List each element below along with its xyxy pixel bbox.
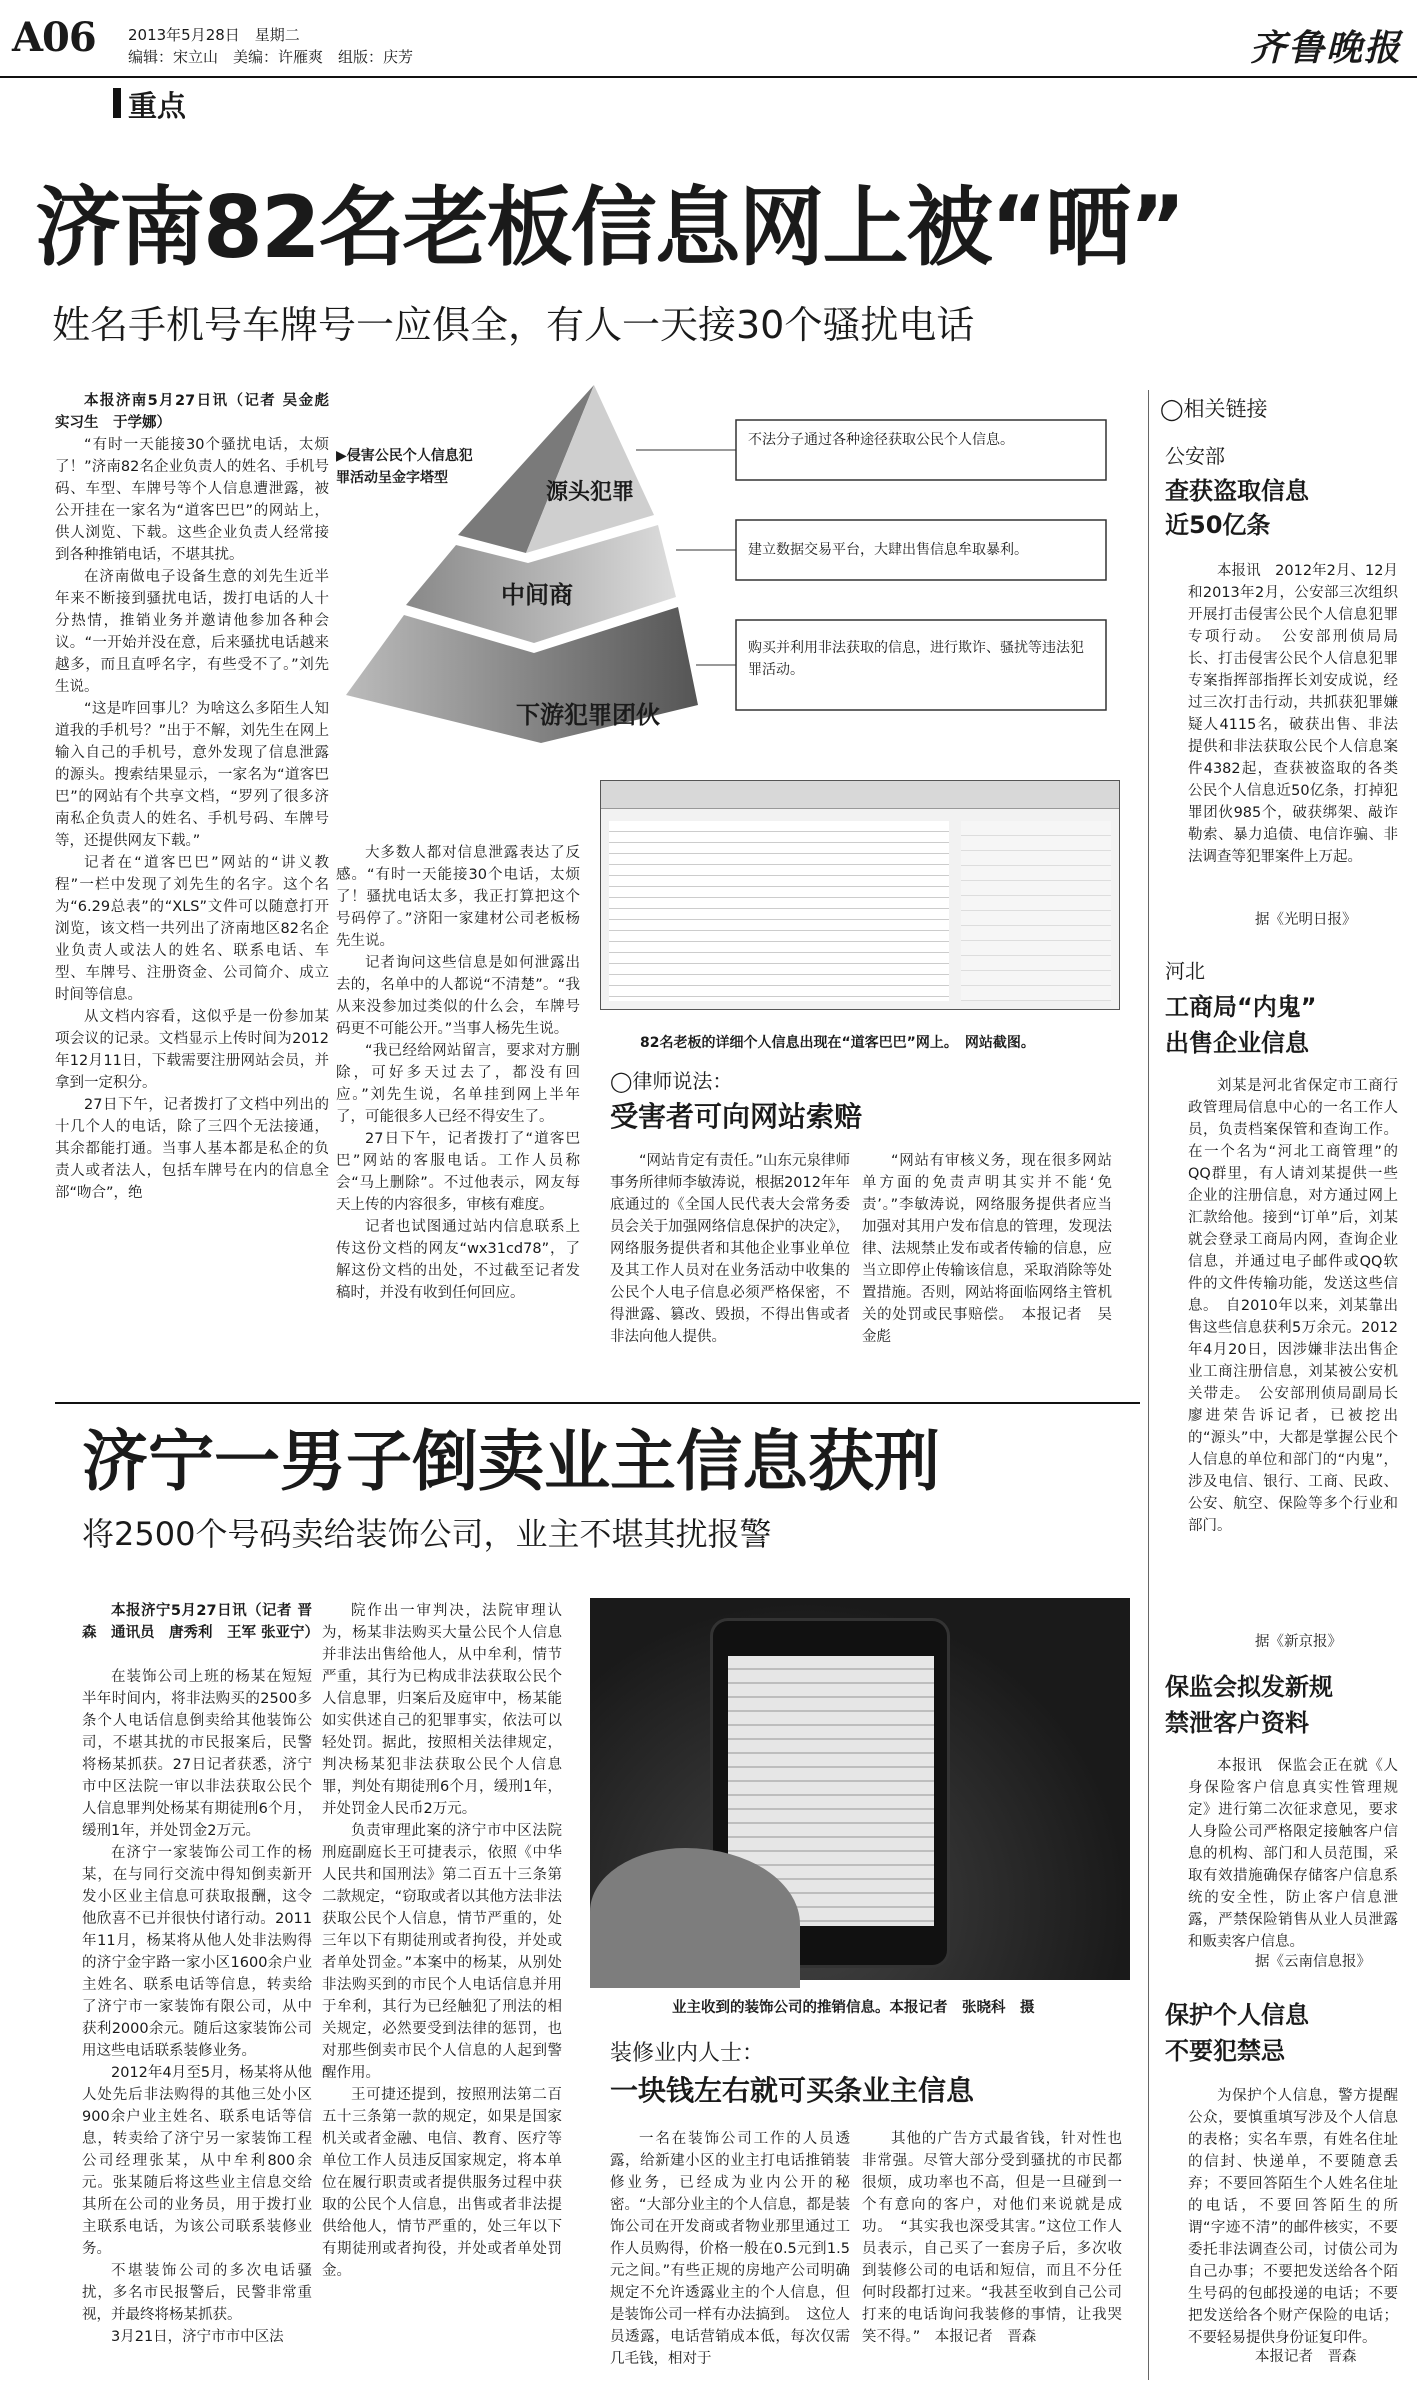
sidebar-item-1-subtitle: 近50亿条 [1165,511,1271,539]
sidebar-item-3-subtitle: 禁泄客户资料 [1165,1709,1309,1737]
sidebar-item-1-body: 本报讯 2012年2月、12月和2013年2月，公安部三次组织开展打击侵害公民个人信息犯罪专项行动。 公安部刑侦局局长、打击侵害公民个人信息犯罪专案指挥部指挥长刘安成说，经过三次打击行动，共抓获犯罪嫌疑人4115名，破获出售、非法提供和非法获取公民个人信息案件4382起，查获被盗取的各类公民个人信息近50亿条，打掉犯罪团伙985个，破获绑架、敲诈勒索、暴力追债、电信诈骗、非法调查等犯罪案件上万起。 [1188,563,1398,865]
story-divider [55,1402,1140,1404]
paragraph: 在济南做电子设备生意的刘先生近半年来不断接到骚扰电话，拨打电话的人十分热情，推销业务并邀请他参加各种会议。“一开始并没在意，后来骚扰电话越来越多，而且直呼名字，有些受不了。”刘先生说。 [55,569,329,695]
screenshot-caption: 82名老板的详细个人信息出现在“道客巴巴”网上。 网站截图。 [640,1035,1035,1051]
pyramid-legend: ▶侵害公民个人信息犯罪活动呈金字塔型 [336,448,473,486]
sidebar-item-2-source: 据《新京报》 [1255,1634,1342,1650]
website-screenshot [600,780,1120,1010]
story2-col2 [322,1600,562,2366]
paragraph: 大多数人都对信息泄露表达了反感。“有时一天能接30个电话，太烦了！骚扰电话太多，我正打算把这个号码停了。”济阳一家建材公司老板杨先生说。 [336,845,580,949]
photo-caption: 业主收到的装饰公司的推销信息。本报记者 张晓科 摄 [672,2000,1035,2016]
paragraph: 院作出一审判决，法院审理认为，杨某非法购买大量公民个人信息并非法出售给他人，从中牟利，情节严重，其行为已构成非法获取公民个人信息罪，归案后及庭审中，杨某能如实供述自己的犯罪事实，依法可以轻处罚。据此，按照相关法律规定，判决杨某犯非法获取公民个人信息罪，判处有期徒刑6个月，缓刑1年，并处罚金人民币2万元。 [322,1603,562,1817]
paragraph: 记者也试图通过站内信息联系上传这份文档的网友“wx31cd78”，了解这份文档的出处，不过截至记者发稿时，并没有收到任何回应。 [336,1219,580,1301]
editor-credits: 编辑：宋立山 美编：许雁爽 组版：庆芳 [128,48,414,66]
sidebar-item-3-source: 据《云南信息报》 [1255,1954,1371,1970]
insider-kicker: 装修业内人士： [610,2041,765,2066]
insider-headline: 一块钱左右就可买条业主信息 [610,2074,975,2107]
note-text-2: 建立数据交易平台，大肆出售信息牟取暴利。 [748,542,1028,558]
insider-col1: 一名在装饰公司工作的人员透露，给新建小区的业主打电话推销装修业务，已经成为业内公开的秘密。“大部分业主的个人信息，都是装饰公司在开发商或者物业那里通过工作人员购得，价格一般在0.5元到1.5元之间。”有些正规的房地产公司明确规定不允许透露业主的个人信息，但是装饰公司一样有办法搞到。 这位人员透露，电话营销成本低，每次仅需几毛钱，相对于 [610,2131,850,2367]
story1-subheadline: 姓名手机号车牌号一应俱全，有人一天接30个骚扰电话 [52,303,975,347]
paragraph: 王可捷还提到，按照刑法第二百五十三条第一款的规定，如果是国家机关或者金融、电信、教育、医疗等单位工作人员违反国家规定，将本单位在履行职责或者提供服务过程中获取的公民个人信息，出售或者非法提供给他人，情节严重的，处三年以下有期徒刑或者拘役，并处或者单处罚金。 [322,2087,562,2279]
sidebar-item-3-title: 保监会拟发新规 [1165,1673,1333,1701]
sidebar-item-3-body: 本报讯 保监会正在就《人身保险客户信息真实性管理规定》进行第二次征求意见，要求人身险公司严格限定接触客户信息的机构、部门和人员范围，采取有效措施确保存储客户信息系统的安全性，防止客户信息泄露，严禁保险销售从业人员泄露和贩卖客户信息。 [1188,1758,1398,1950]
paragraph: “这是咋回事儿？为啥这么多陌生人知道我的手机号？”出于不解，刘先生在网上输入自己的手机号，意外发现了信息泄露的源头。搜索结果显示，一家名为“道客巴巴”的网站有个共享文档，“罗列了很多济南私企负责人的姓名、手机号码、车牌号等，还提供网友下载。” [55,701,329,849]
story1-col1 [55,434,329,1374]
paragraph: 不堪装饰公司的多次电话骚扰，多名市民报警后，民警非常重视，并最终将杨某抓获。 [82,2263,312,2323]
sidebar-item-4-body: 为保护个人信息，警方提醒公众，要慎重填写涉及个人信息的表格；实名车票，有姓名住址的信封、快递单，不要随意丢弃；不要回答陌生个人姓名住址的电话，不要回答陌生的所谓“字迹不清”的邮件核实，不要委托非法调查公司，讨债公司为自己办事；不要把发送给各个陌生号码的包邮投递的电话；不要把发送给各个财产保险的电话；不要轻易提供身份证复印件。 [1188,2088,1398,2346]
sidebar-rule [1148,390,1149,2380]
sidebar-item-4-source: 本报记者 晋森 [1255,2349,1357,2365]
sidebar-item-1-tag: 公安部 [1165,444,1225,468]
sidebar-item-4-subtitle: 不要犯禁忌 [1165,2037,1285,2065]
paragraph: 27日下午，记者拨打了文档中列出的十几个人的电话，除了三四个无法接通，其余都能打通。当事人基本都是私企的负责人或者法人，包括车牌号在内的信息全部“吻合”，绝 [55,1097,329,1201]
tier-label-source: 源头犯罪 [546,480,635,505]
header-rule [0,76,1417,78]
paragraph: 3月21日，济宁市市中区法 [111,2329,284,2345]
tier-label-downstream: 下游犯罪团伙 [516,701,660,729]
section-marker [113,88,121,118]
paragraph: “有时一天能接30个骚扰电话，太烦了！”济南82名企业负责人的姓名、手机号码、车型、车牌号等个人信息遭泄露，被公开挂在一家名为“道客巴巴”的网站上，供人浏览、下载。这些企业负责人经常接到各种推销电话，不堪其扰。 [55,437,329,563]
note-box-1 [736,420,1106,480]
paragraph: 负责审理此案的济宁市中区法院刑庭副庭长王可捷表示，依照《中华人民共和国刑法》第二百五十三条第二款规定，“窃取或者以其他方法非法获取公民个人信息，情节严重的，处三年以下有期徒刑或者拘役，并处或者单处罚金。”本案中的杨某，从别处非法购买到的市民个人电话信息并用于牟利，其行为已经触犯了刑法的相关规定，必然要受到法律的惩罚，也对那些倒卖市民个人信息的人起到警醒作用。 [322,1823,562,2081]
phone-photo [590,1598,1130,1980]
sidebar-item-2-title: 工商局“内鬼” [1165,993,1317,1021]
story1-headline: 济南82名老板信息网上被“晒” [35,178,1184,278]
sidebar-item-4-title: 保护个人信息 [1165,2001,1309,2029]
screenshot-toolbar [601,781,1119,809]
insider-col2: 其他的广告方式最省钱，针对性也非常强。尽管大部分受到骚扰的市民都很烦，成功率也不高，但是一旦碰到一个有意向的客户，对他们来说就是成功。 “其实我也深受其害。”这位工作人员表示，自己买了一套房子后，多次收到装修公司的电话和短信，而且不分任何时段都打过来。“我甚至收到自己公司打来的电话询问我装修的事情，让我哭笑不得。” 本报记者 晋森 [862,2131,1122,2345]
story2-byline: 本报济宁5月27日讯（记者 晋森 通讯员 唐秀利 王军 张亚宁） [82,1603,320,1641]
tier-label-middleman: 中间商 [501,581,573,609]
note-text-3: 购买并利用非法获取的信息，进行欺诈、骚扰等违法犯罪活动。 [748,640,1084,678]
page-number: A06 [12,14,96,61]
paragraph: 在济宁一家装饰公司工作的杨某，在与同行交流中得知倒卖新开发小区业主信息可获取报酬，这令他欣喜不已并很快付诸行动。2011年11月，杨某将从他人处非法购得的济宁金宇路一家小区1600余户业主姓名、联系电话等信息，转卖给了济宁市一家装饰有限公司，从中获利2000余元。随后这家装饰公司用这些电话联系装修业务。 [82,1845,312,2059]
pyramid-infographic [336,375,1116,750]
sidebar-item-1-source: 据《光明日报》 [1255,912,1357,928]
screenshot-side-panel [961,821,1111,1001]
screenshot-table [609,821,949,1001]
story1-byline: 本报济南5月27日讯（记者 吴金彪 实习生 于学娜） [55,393,344,431]
paragraph: 在装饰公司上班的杨某在短短半年时间内，将非法购买的2500多条个人电话信息倒卖给其他装饰公司，不堪其扰的市民报案后，民警将杨某抓获。27日记者获悉，济宁市中区法院一审以非法获取公民个人信息罪判处杨某有期徒刑6个月，缓刑1年，并处罚金2万元。 [82,1669,312,1839]
sidebar-item-2-subtitle: 出售企业信息 [1165,1029,1309,1057]
newspaper-logo: 齐鲁晚报 [1250,27,1403,69]
story2-col1 [82,1666,312,2366]
paragraph: 2012年4月至5月，杨某将从他人处先后非法购得的其他三处小区900余户业主姓名、联系电话等信息，转卖给了济宁另一家装饰工程公司经理张某，从中牟利800余元。张某随后将这些业主信息交给其所在公司的业务员，用于拨打业主联系电话，为该公司联系装修业务。 [82,2065,312,2257]
lawyer-kicker: ◯律师说法： [610,1069,733,1093]
sidebar-item-2-body: 刘某是河北省保定市工商行政管理局信息中心的一名工作人员，负责档案保管和查询工作。在一个名为“河北工商管理”的QQ群里，有人请刘某提供一些企业的注册信息，对方通过网上汇款给他。接到“订单”后，刘某就会登录工商局内网，查询企业信息，并通过电子邮件或QQ软件的文件传输功能，发送这些信息。 自2010年以来，刘某靠出售这些信息获利5万余元。2012年4月20日，因涉嫌非法出售企业工商注册信息，刘某被公安机关带走。 公安部刑侦局副局长廖进荣告诉记者，已被挖出的“源头”中，大都是掌握公民个人信息的单位和部门的“内鬼”，涉及电信、银行、工商、民政、公安、航空、保险等多个行业和部门。 [1188,1078,1398,1534]
sidebar-kicker: ◯相关链接 [1160,397,1268,421]
section-label: 重点 [128,89,187,123]
issue-date: 2013年5月28日 星期二 [128,26,300,44]
lawyer-headline: 受害者可向网站索赔 [610,1100,863,1133]
lawyer-col2: “网站有审核义务，现在很多网站单方面的免责声明其实并不能‘免责’。”李敏涛说，网络服务提供者应当加强对其用户发布信息的管理，发现法律、法规禁止发布或者传输的信息，应当立即停止传输该信息，采取消除等处置措施。否则，网站将面临网络主管机关的处罚或民事赔偿。 本报记者 吴金彪 [862,1153,1112,1345]
story2-subheadline: 将2500个号码卖给装饰公司，业主不堪其扰报警 [82,1515,772,1553]
paragraph: “我已经给网站留言，要求对方删除，可好多天过去了，都没有回应。”刘先生说，名单挂到网上半年了，可能很多人已经不得安生了。 [336,1043,580,1125]
lawyer-col1: “网站肯定有责任。”山东元泉律师事务所律师李敏涛说，根据2012年年底通过的《全国人民代表大会常务委员会关于加强网络信息保护的决定》，网络服务提供者和其他企业事业单位及其工作人员对在业务活动中收集的公民个人电子信息必须严格保密，不得泄露、篡改、毁损，不得出售或者非法向他人提供。 [610,1153,850,1345]
sidebar-item-2-tag: 河北 [1165,959,1205,983]
paragraph: 从文档内容看，这似乎是一份参加某项会议的记录。文档显示上传时间为2012年12月11日，下载需要注册网站会员，并拿到一定积分。 [55,1009,329,1091]
paragraph: 记者在“道客巴巴”网站的“讲义教程”一栏中发现了刘先生的名字。这个名为“6.29总表”的“XLS”文件可以随意打开浏览，该文档一共列出了济南地区82名企业负责人或法人的姓名、联系电话、车型、车牌号、注册资金、公司简介、成立时间等信息。 [55,855,329,1003]
sidebar-item-1-title: 查获盗取信息 [1165,477,1309,505]
paragraph: 记者询问这些信息是如何泄露出去的，名单中的人都说“不清楚”。“我从来没参加过类似的什么会，车牌号码更不可能公开。”当事人杨先生说。 [336,955,580,1037]
story2-headline: 济宁一男子倒卖业主信息获刑 [82,1423,940,1500]
note-text-1: 不法分子通过各种途径获取公民个人信息。 [748,432,1014,448]
paragraph: 27日下午，记者拨打了“道客巴巴”网站的客服电话。工作人员称会“马上删除”。不过他表示，网友每天上传的内容很多，审核有难度。 [336,1131,580,1213]
story1-col2 [336,842,580,1384]
